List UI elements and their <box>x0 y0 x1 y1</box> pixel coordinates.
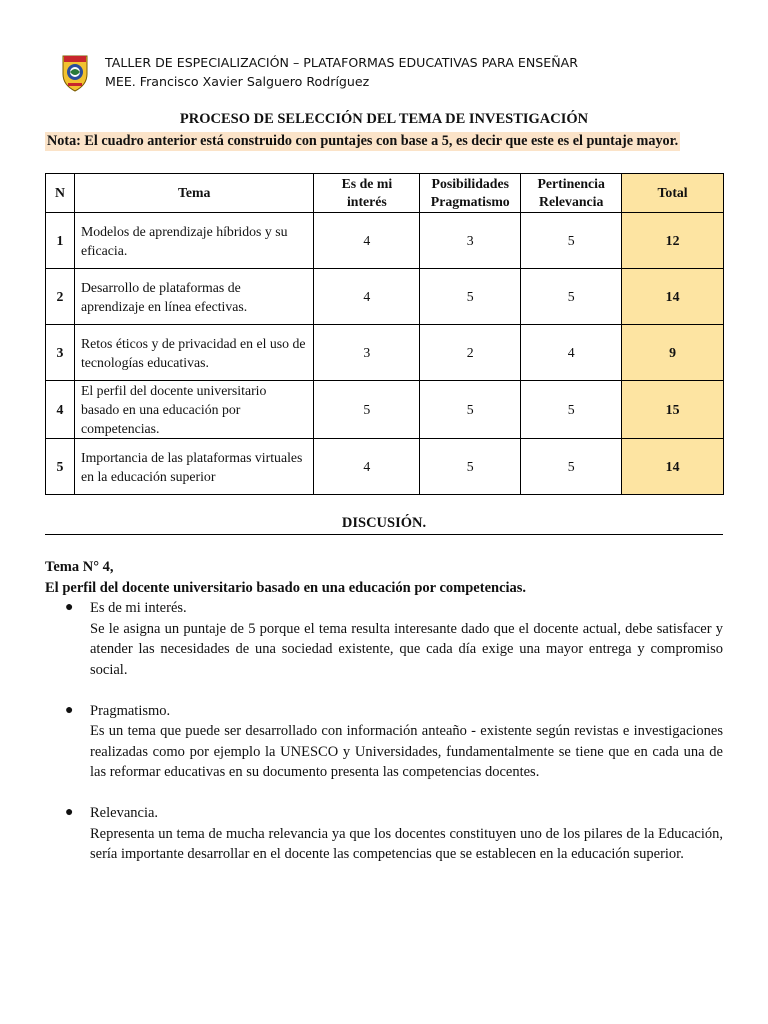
bullet-dot-icon: ● <box>65 805 74 820</box>
row-topic: Retos éticos y de privacidad en el uso de tecnologías educativas. <box>74 325 313 381</box>
row-pragmatismo-score: 5 <box>420 381 521 439</box>
page-title: PROCESO DE SELECCIÓN DEL TEMA DE INVESTIGACIÓN <box>179 111 589 127</box>
column-header-posibilidades: Posibilidades Pragmatismo <box>420 174 521 213</box>
row-number: 3 <box>46 325 75 381</box>
row-topic: El perfil del docente universitario basado en una educación por competencias. <box>74 381 313 439</box>
row-pragmatismo-score: 5 <box>420 439 521 495</box>
topic-scores-table <box>45 173 724 495</box>
header-author: MEE. Francisco Xavier Salguero Rodríguez <box>105 74 370 89</box>
list-item <box>45 598 723 680</box>
row-pragmatismo-score: 5 <box>420 269 521 325</box>
column-header-n: N <box>46 174 75 213</box>
table-row <box>46 381 724 439</box>
table-header-row <box>46 174 724 213</box>
row-interes-score: 3 <box>314 325 420 381</box>
column-header-interes: Es de mi interés <box>314 174 420 213</box>
row-number: 2 <box>46 269 75 325</box>
row-interes-score: 5 <box>314 381 420 439</box>
bullet-dot-icon: ● <box>65 702 74 718</box>
row-interes-score: 4 <box>314 439 420 495</box>
header-course-title: TALLER DE ESPECIALIZACIÓN – PLATAFORMAS EDUCATIVAS PARA ENSEÑAR <box>105 55 579 70</box>
row-total-score: 14 <box>622 269 724 325</box>
discussion-title: DISCUSIÓN. <box>45 515 723 535</box>
column-header-total: Total <box>622 174 724 213</box>
row-number: 4 <box>46 381 75 439</box>
row-interes-score: 4 <box>314 213 420 269</box>
table-row <box>46 325 724 381</box>
row-relevancia-score: 5 <box>521 269 622 325</box>
point-heading: Pragmatismo. <box>90 702 171 719</box>
column-header-tema: Tema <box>74 174 313 213</box>
row-relevancia-score: 5 <box>521 213 622 269</box>
point-text: Se le asigna un puntaje de 5 porque el tema resulta interesante dado que el docente actual, debe satisfacer y atender las necesidades de una sociedad existente, que cada día exige una mayor entrega y compromiso social. <box>90 620 723 678</box>
row-relevancia-score: 5 <box>521 381 622 439</box>
scoring-note: Nota: El cuadro anterior está construido con puntajes con base a 5, es decir que este es el puntaje mayor. <box>47 133 679 149</box>
point-text: Representa un tema de mucha relevancia ya que los docentes constituyen uno de los pilares de la Educación, sería importante desarrollar en el docente las competencias que se establecen en la educación superior. <box>90 825 723 862</box>
row-total-score: 12 <box>622 213 724 269</box>
bullet-dot-icon: ● <box>65 600 74 615</box>
row-total-score: 15 <box>622 381 724 439</box>
row-pragmatismo-score: 2 <box>420 325 521 381</box>
row-number: 1 <box>46 213 75 269</box>
row-total-score: 14 <box>622 439 724 495</box>
row-pragmatismo-score: 3 <box>420 213 521 269</box>
row-relevancia-score: 5 <box>521 439 622 495</box>
shield-crest-icon <box>60 52 90 92</box>
row-topic: Desarrollo de plataformas de aprendizaje en línea efectivas. <box>74 269 313 325</box>
selected-topic-label: Tema N° 4, <box>45 559 114 575</box>
point-text: Es un tema que puede ser desarrollado con información anteaño - existente según revistas e investigaciones realizadas como por ejemplo la UNESCO y Universidades, fundamentalmente se tiene que en cada una de las reformar educativas en su documento presenta las competencias docentes. <box>90 723 723 780</box>
row-interes-score: 4 <box>314 269 420 325</box>
column-header-pertinencia: Pertinencia Relevancia <box>521 174 622 213</box>
selected-topic-heading <box>45 557 725 599</box>
table-row <box>46 213 724 269</box>
table-row <box>46 439 724 495</box>
table-row <box>46 269 724 325</box>
point-heading: Relevancia. <box>90 805 159 821</box>
row-number: 5 <box>46 439 75 495</box>
row-topic: Modelos de aprendizaje híbridos y su eficacia. <box>74 213 313 269</box>
selected-topic-title: El perfil del docente universitario basado en una educación por competencias. <box>45 580 527 596</box>
row-topic: Importancia de las plataformas virtuales en la educación superior <box>74 439 313 495</box>
point-heading: Es de mi interés. <box>90 600 187 616</box>
discussion-points <box>45 598 723 885</box>
list-item <box>45 803 723 865</box>
list-item <box>45 701 723 783</box>
row-relevancia-score: 4 <box>521 325 622 381</box>
row-total-score: 9 <box>622 325 724 381</box>
